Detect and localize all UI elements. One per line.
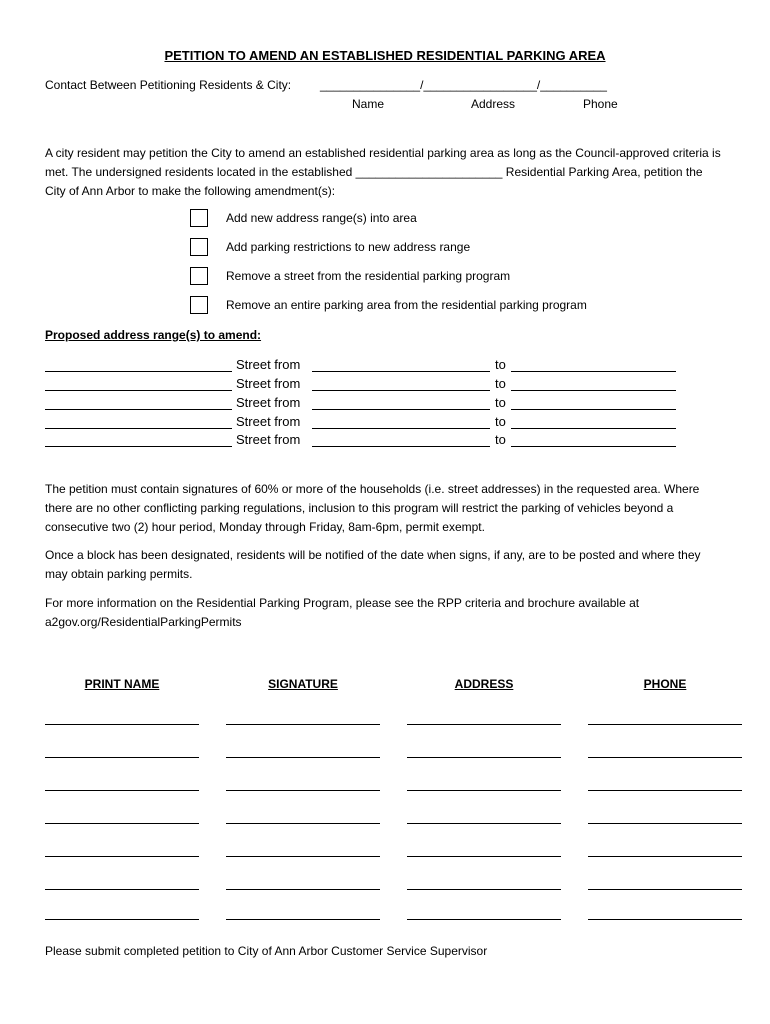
address-range-row [45, 376, 685, 394]
address-field[interactable] [407, 889, 561, 890]
phone-field[interactable] [588, 757, 742, 758]
option-label: Add new address range(s) into area [226, 211, 417, 225]
street-name-field[interactable] [45, 395, 232, 410]
street-name-field[interactable] [45, 414, 232, 429]
print-name-field[interactable] [45, 757, 199, 758]
print-name-field[interactable] [45, 889, 199, 890]
signature-field[interactable] [226, 823, 380, 824]
street-from-label: Street from [236, 414, 301, 429]
print-name-header: PRINT NAME [84, 677, 160, 691]
contact-phone-caption: Phone [583, 97, 618, 111]
phone-field[interactable] [588, 856, 742, 857]
from-field[interactable] [312, 414, 490, 429]
signature-field[interactable] [226, 856, 380, 857]
notification-paragraph: Once a block has been designated, residents will be notified of the date when signs, if any, are to be posted and where they may obtain parking permits. [45, 548, 701, 581]
print-name-field[interactable] [45, 790, 199, 791]
option-label: Remove a street from the residential parking program [226, 269, 511, 283]
contact-label: Contact Between Petitioning Residents & City: [45, 78, 292, 92]
ranges-heading: Proposed address range(s) to amend: [45, 328, 262, 342]
to-label: to [495, 432, 506, 447]
address-field[interactable] [407, 790, 561, 791]
street-from-label: Street from [236, 357, 301, 372]
street-from-label: Street from [236, 432, 301, 447]
signature-field[interactable] [226, 790, 380, 791]
contact-name-caption: Name [352, 97, 385, 111]
more-info-paragraph: For more information on the Residential Parking Program, please see the RPP criteria and brochure available at a2gov.org/ResidentialParkingPermits [45, 596, 640, 629]
address-header: ADDRESS [454, 677, 514, 691]
option-remove-parking-area[interactable] [190, 296, 690, 316]
to-field[interactable] [511, 414, 676, 429]
to-field[interactable] [511, 376, 676, 391]
submission-note: Please submit completed petition to City of Ann Arbor Customer Service Supervisor [45, 944, 488, 958]
checkbox[interactable] [190, 296, 208, 314]
to-label: to [495, 376, 506, 391]
phone-header: PHONE [643, 677, 687, 691]
address-range-row [45, 357, 685, 375]
contact-blank-fields[interactable]: _______________/_________________/__________ [320, 78, 607, 92]
to-field[interactable] [511, 432, 676, 447]
option-add-address-range[interactable] [190, 209, 690, 229]
to-label: to [495, 414, 506, 429]
address-field[interactable] [407, 823, 561, 824]
to-field[interactable] [511, 357, 676, 372]
option-add-parking-restrictions[interactable] [190, 238, 690, 258]
checkbox[interactable] [190, 238, 208, 256]
address-field[interactable] [407, 724, 561, 725]
print-name-field[interactable] [45, 724, 199, 725]
to-field[interactable] [511, 395, 676, 410]
print-name-field[interactable] [45, 823, 199, 824]
street-from-label: Street from [236, 376, 301, 391]
signature-field[interactable] [226, 724, 380, 725]
address-field[interactable] [407, 757, 561, 758]
address-range-row [45, 414, 685, 432]
address-field[interactable] [407, 919, 561, 920]
page-title: PETITION TO AMEND AN ESTABLISHED RESIDENTIAL PARKING AREA [164, 48, 606, 63]
requirements-paragraph: The petition must contain signatures of 60% or more of the households (i.e. street addresses) in the requested area. Where there are no other conflicting parking regulations, inclusion to this program will restrict the parking of vehicles beyond a consecutive two (2) hour period, Monday through Friday, 8am-6pm, permit exempt. [45, 482, 700, 534]
from-field[interactable] [312, 357, 490, 372]
option-label: Add parking restrictions to new address range [226, 240, 471, 254]
street-from-label: Street from [236, 395, 301, 410]
from-field[interactable] [312, 376, 490, 391]
to-label: to [495, 395, 506, 410]
street-name-field[interactable] [45, 432, 232, 447]
checkbox[interactable] [190, 267, 208, 285]
street-name-field[interactable] [45, 376, 232, 391]
intro-paragraph: A city resident may petition the City to amend an established residential parking area as long as the Council-approved criteria is met. The undersigned residents located in the established ______________________ Residential Parking Area, petition the City of Ann Arbor to make the following amendment(s): [45, 146, 721, 198]
phone-field[interactable] [588, 919, 742, 920]
phone-field[interactable] [588, 724, 742, 725]
from-field[interactable] [312, 432, 490, 447]
signature-field[interactable] [226, 889, 380, 890]
option-label: Remove an entire parking area from the residential parking program [226, 298, 587, 312]
phone-field[interactable] [588, 790, 742, 791]
address-range-row [45, 432, 685, 450]
street-name-field[interactable] [45, 357, 232, 372]
signature-field[interactable] [226, 757, 380, 758]
address-field[interactable] [407, 856, 561, 857]
print-name-field[interactable] [45, 919, 199, 920]
phone-field[interactable] [588, 823, 742, 824]
contact-address-caption: Address [471, 97, 516, 111]
print-name-field[interactable] [45, 856, 199, 857]
signature-header: SIGNATURE [268, 677, 338, 691]
option-remove-street[interactable] [190, 267, 690, 287]
from-field[interactable] [312, 395, 490, 410]
phone-field[interactable] [588, 889, 742, 890]
signature-field[interactable] [226, 919, 380, 920]
checkbox[interactable] [190, 209, 208, 227]
to-label: to [495, 357, 506, 372]
address-range-row [45, 395, 685, 413]
